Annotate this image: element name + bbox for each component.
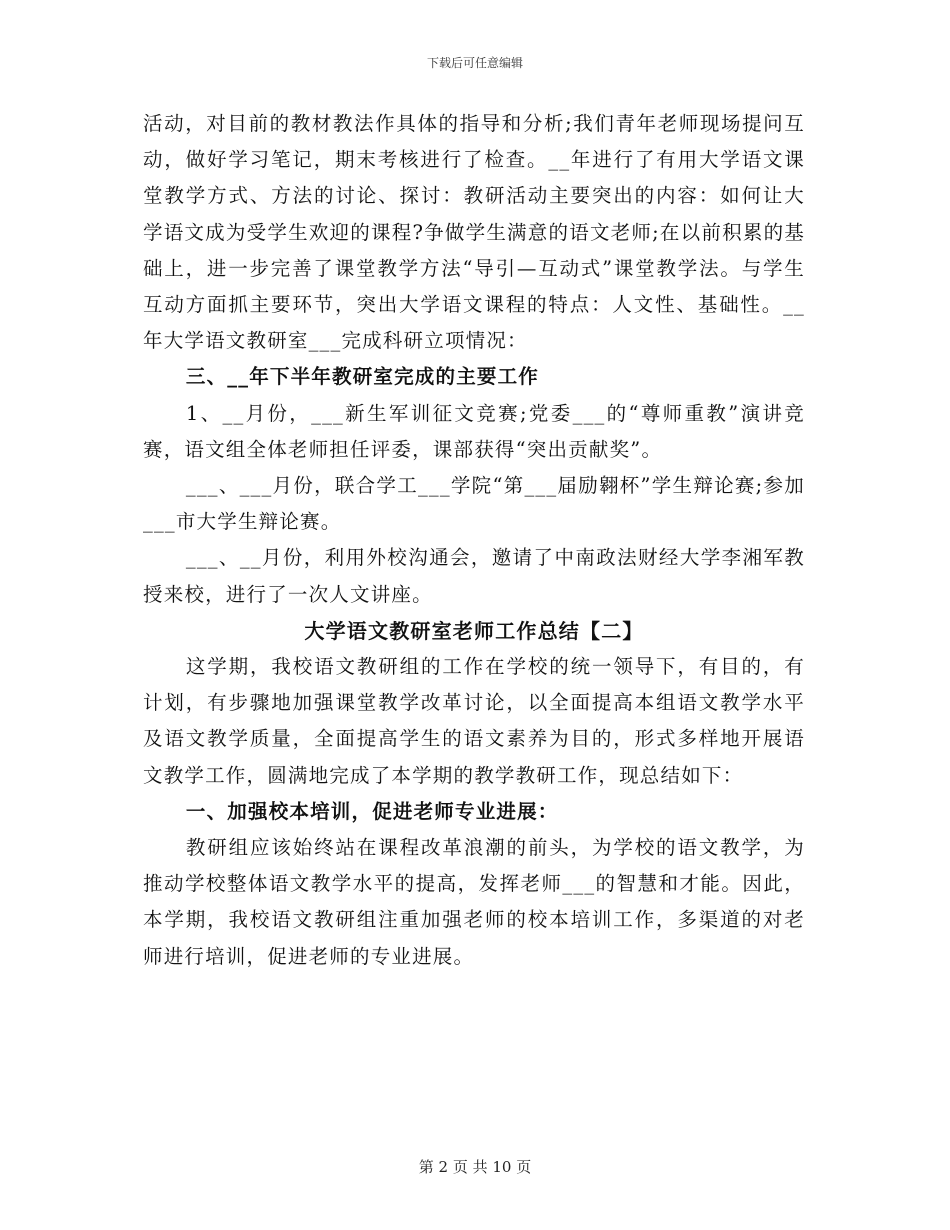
- section-heading-one: 一、加强校本培训，促进老师专业进展：: [185, 799, 559, 823]
- page-header: 下载后可任意编辑: [426, 56, 523, 70]
- section-heading-three: 三、__年下半年教研室完成的主要工作: [185, 365, 539, 389]
- document-body: [143, 106, 805, 975]
- paragraph-activities: 活动，对目前的教材教法作具体的指导和分析;我们青年老师现场提问互动，做好学习笔记，期末考核进行了检查。__年进行了有用大学语文课堂教学方式、方法的讨论、探讨：教研活动主要突出的内容：如何让大学语文成为受学生欢迎的课程?争做学生满意的语文老师;在以前积累的基础上，进一步完善了课堂教学方法“导引—互动式”课堂教学法。与学生互动方面抓主要环节，突出大学语文课程的特点：人文性、基础性。__年大学语文教研室___完成科研立项情况：: [143, 112, 805, 353]
- paragraph-training: 教研组应该始终站在课程改革浪潮的前头，为学校的语文教学，为推动学校整体语文教学水平的提高，发挥老师___的智慧和才能。因此，本学期，我校语文教研组注重加强老师的校本培训工作，多渠道的对老师进行培训，促进老师的专业进展。: [143, 836, 805, 968]
- paragraph-item-1: 1、__月份，___新生军训征文竞赛;党委___的“尊师重教”演讲竞赛，语文组全体老师担任评委，课部获得“突出贡献奖”。: [143, 401, 805, 461]
- paragraph-item-2: ___、___月份，联合学工___学院“第___届励翱杯”学生辩论赛;参加___市大学生辩论赛。: [143, 474, 805, 534]
- page-footer: 第 2 页 共 10 页: [418, 1158, 532, 1176]
- document-title: 大学语文教研室老师工作总结【二】: [304, 618, 644, 643]
- paragraph-item-3: ___、__月份，利用外校沟通会，邀请了中南政法财经大学李湘军教授来校，进行了一次人文讲座。: [143, 546, 805, 606]
- paragraph-intro: 这学期，我校语文教研组的工作在学校的统一领导下，有目的，有计划，有步骤地加强课堂教学改革讨论，以全面提高本组语文教学水平及语文教学质量，全面提高学生的语文素养为目的，形式多样地开展语文教学工作，圆满地完成了本学期的教学教研工作，现总结如下：: [143, 655, 805, 787]
